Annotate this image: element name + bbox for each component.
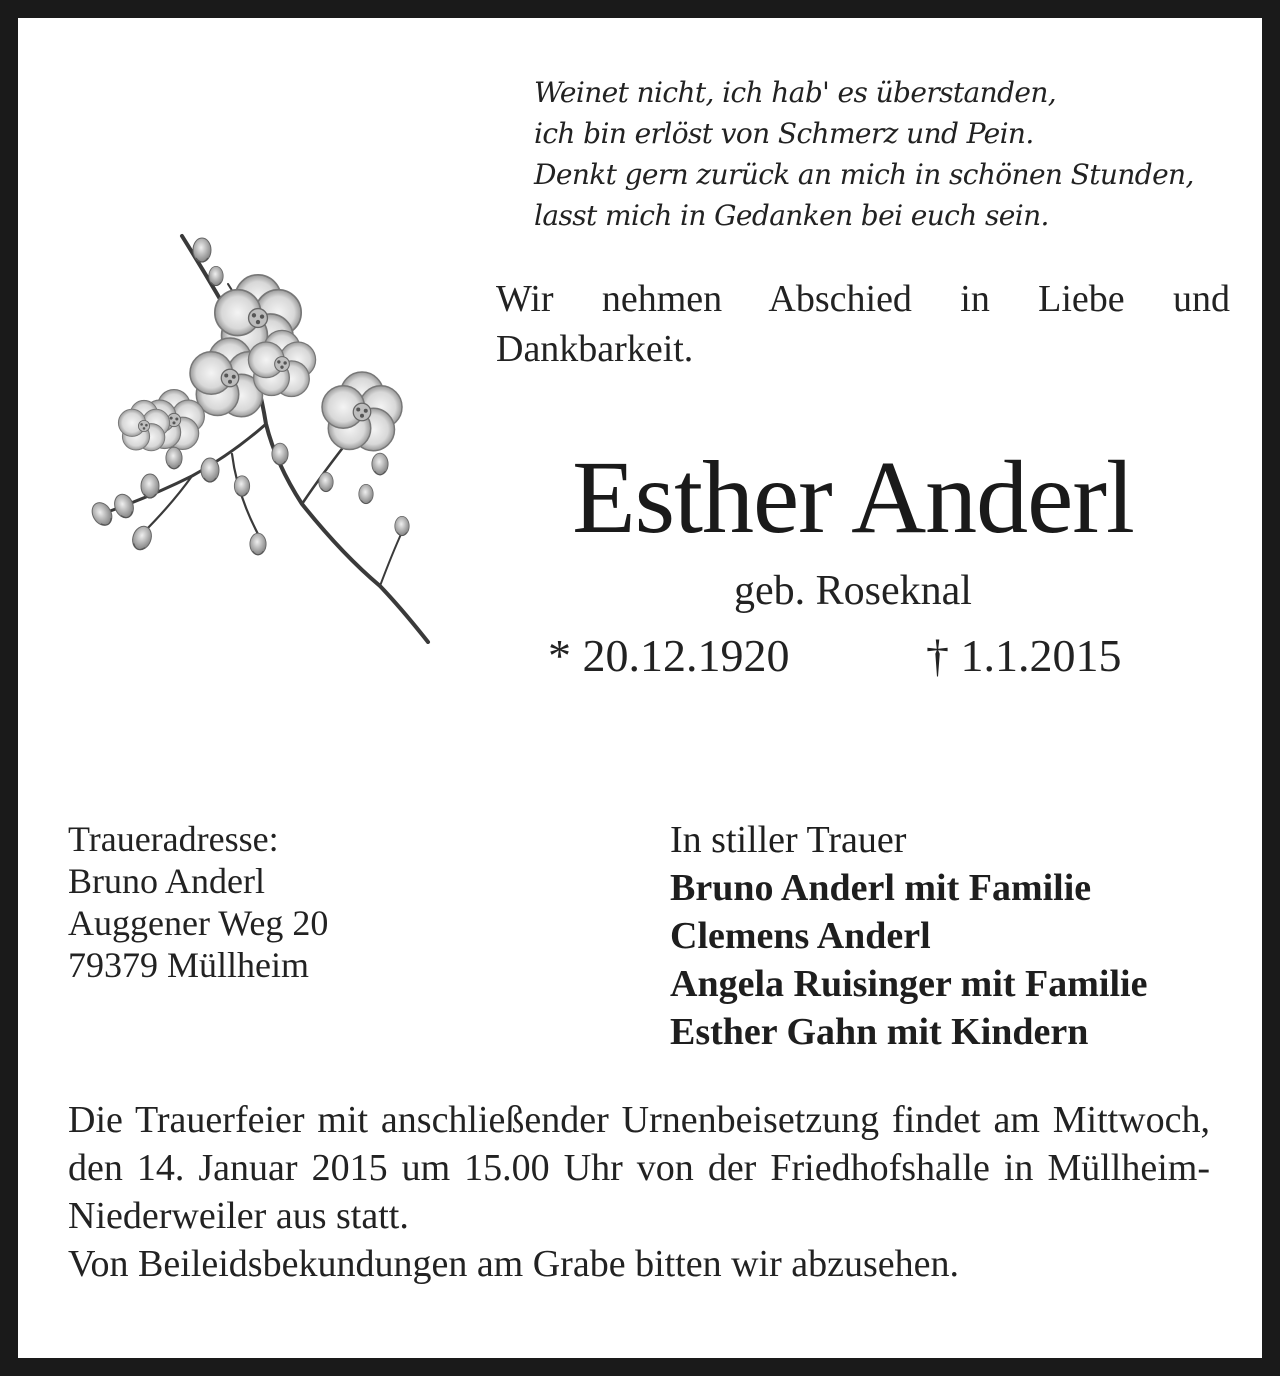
poem xyxy=(534,72,1234,236)
funeral-notice xyxy=(68,1096,1210,1288)
poem-line: lasst mich in Gedanken bei euch sein. xyxy=(534,199,1049,232)
mourning-address xyxy=(68,818,488,986)
mourner-name: Esther Gahn mit Kindern xyxy=(670,1011,1089,1053)
mourner-name: Clemens Anderl xyxy=(670,915,931,957)
condolence-request: Von Beileidsbekundungen am Grabe bitten wir abzusehen. xyxy=(68,1243,960,1285)
poem-line: ich bin erlöst von Schmerz und Pein. xyxy=(534,117,1034,150)
address-line: Auggener Weg 20 xyxy=(68,903,329,943)
cherry-blossom-branch-icon xyxy=(62,214,432,644)
poem-line: Weinet nicht, ich hab' es überstanden, xyxy=(534,76,1057,109)
funeral-details: Die Trauerfeier mit anschließender Urnenbeisetzung findet am Mittwoch, den 14. Januar 2015 um 15.00 Uhr von der Friedhofshalle in Müllheim-Niederweiler aus statt. xyxy=(68,1099,1210,1237)
farewell-statement: Wir nehmen Abschied in Liebe und Dankbarkeit. xyxy=(496,278,1230,370)
birth-date: * 20.12.1920 xyxy=(548,630,790,681)
address-line: Bruno Anderl xyxy=(68,861,265,901)
mourner-name: Bruno Anderl mit Familie xyxy=(670,867,1092,909)
poem-line: Denkt gern zurück an mich in schönen Stunden, xyxy=(534,158,1194,191)
mourners-list xyxy=(670,816,1230,1056)
birth-name: geb. Roseknal xyxy=(734,568,972,614)
address-label: Traueradresse: xyxy=(68,819,279,859)
address-line: 79379 Müllheim xyxy=(68,945,309,985)
mourner-name: Angela Ruisinger mit Familie xyxy=(670,963,1148,1005)
death-date: † 1.1.2015 xyxy=(926,630,1122,681)
deceased-name: Esther Anderl xyxy=(572,440,1134,555)
obituary-notice xyxy=(18,18,1262,1358)
mourners-intro: In stiller Trauer xyxy=(670,819,907,861)
